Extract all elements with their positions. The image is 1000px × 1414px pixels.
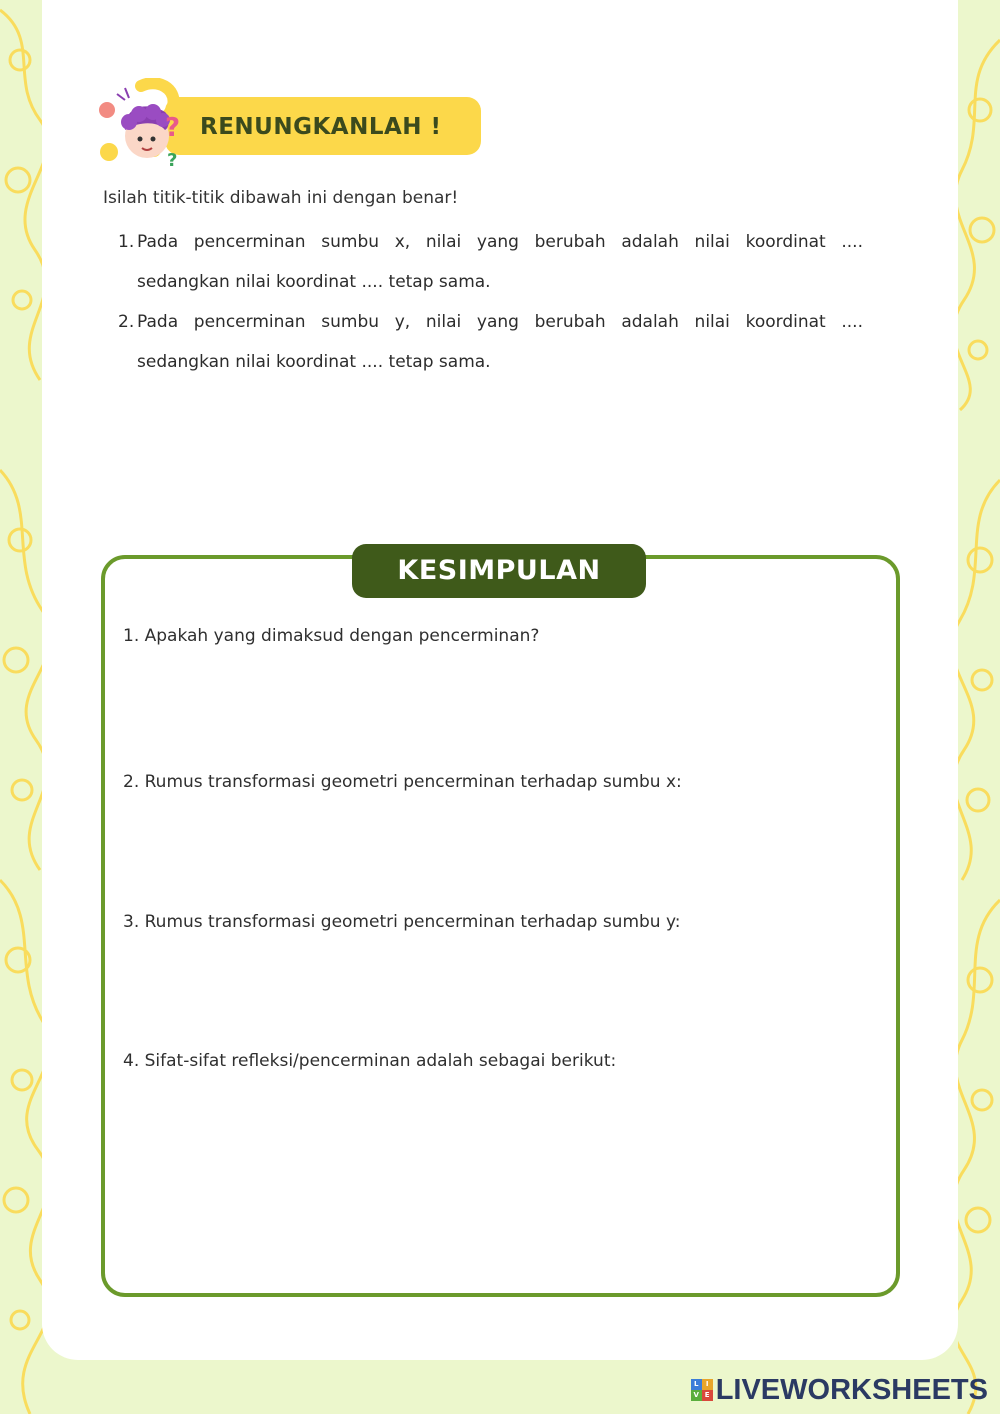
item-number: 1. xyxy=(118,232,135,252)
item-number: 2. xyxy=(118,312,135,332)
svg-text:?: ? xyxy=(167,150,178,171)
conclusion-question-1: 1. Apakah yang dimaksud dengan pencerminan? xyxy=(123,626,540,646)
conclusion-question-3: 3. Rumus transformasi geometri pencerminan terhadap sumbu y: xyxy=(123,912,681,932)
right-floral-ornament xyxy=(958,0,1000,1414)
reflect-section-header xyxy=(95,78,485,173)
reflect-title: RENUNGKANLAH ! xyxy=(200,114,442,140)
logo-text: LIVEWORKSHEETS xyxy=(715,1373,988,1406)
instruction-text: Isilah titik-titik dibawah ini dengan benar! xyxy=(103,188,459,208)
item-line-2: sedangkan nilai koordinat .... tetap sama. xyxy=(137,272,491,292)
item-line-1: Pada pencerminan sumbu x, nilai yang berubah adalah nilai koordinat .... xyxy=(137,232,863,252)
conclusion-question-2: 2. Rumus transformasi geometri pencerminan terhadap sumbu x: xyxy=(123,772,682,792)
liveworksheets-logo[interactable] xyxy=(691,1372,988,1408)
left-floral-ornament xyxy=(0,0,44,1414)
liveworksheets-logo-icon: L I V E xyxy=(691,1379,713,1401)
item-line-2: sedangkan nilai koordinat .... tetap sama. xyxy=(137,352,491,372)
conclusion-title: KESIMPULAN xyxy=(352,544,646,598)
svg-text:?: ? xyxy=(165,113,181,143)
thinking-kid-with-question-marks-icon xyxy=(95,78,191,173)
conclusion-question-4: 4. Sifat-sifat refleksi/pencerminan adalah sebagai berikut: xyxy=(123,1051,617,1071)
item-line-1: Pada pencerminan sumbu y, nilai yang berubah adalah nilai koordinat .... xyxy=(137,312,863,332)
